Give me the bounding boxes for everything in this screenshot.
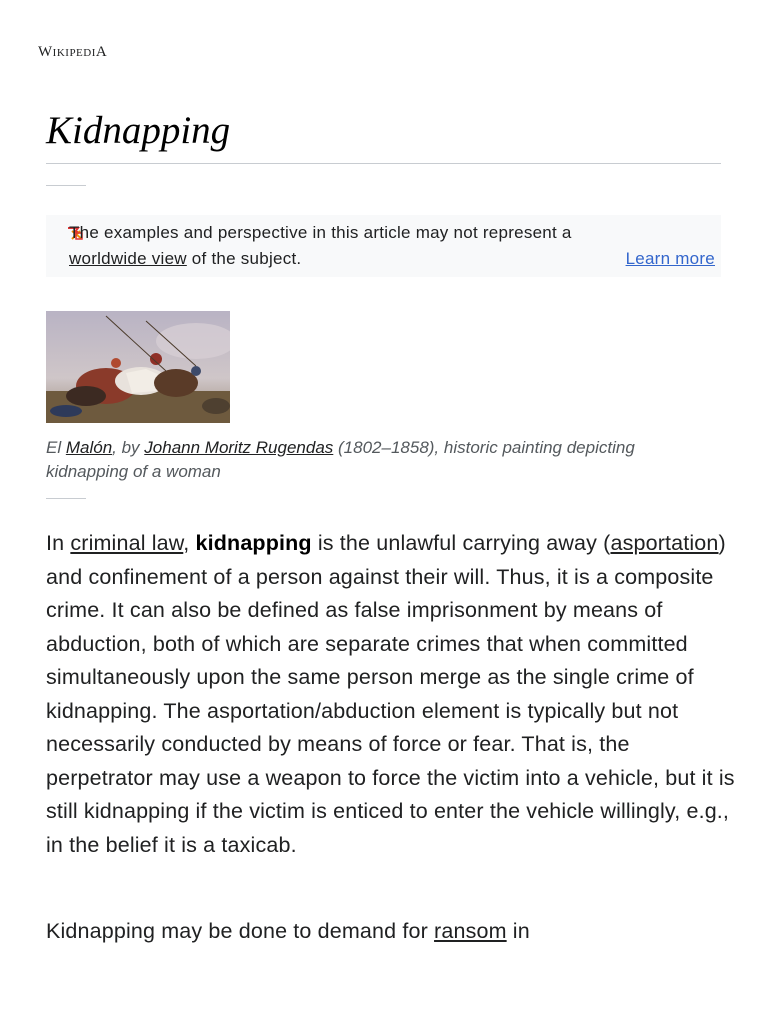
caption-prefix: El (46, 438, 66, 457)
text-run: ) and confinement of a person against their will. Thus, it is a composite crime. It can also be defined as false imprisonment by means of abduction, both of which are separate crimes that when committed simultaneously upon the same person merge as the single crime of kidnapping. The asportation/abduction element is typically but not necessarily conducted by means of force or fear. That is, the perpetrator may use a weapon to force the victim into a vehicle, but it is still kidnapping if the victim is enticed to enter the vehicle willingly, e.g., in the belief it is a taxicab. (46, 531, 735, 857)
logo-last-letter: A (95, 44, 108, 60)
section-divider (46, 185, 86, 186)
notice-text-rest: of the subject. (186, 249, 302, 268)
figure-caption (46, 436, 721, 484)
second-paragraph (46, 915, 736, 949)
lead-paragraph (46, 527, 736, 862)
text-run: , (183, 531, 196, 555)
figure-divider (46, 498, 86, 499)
worldwide-view-link[interactable]: worldwide view (69, 249, 187, 268)
bold-term: kidnapping (195, 531, 312, 555)
title-divider (46, 163, 721, 164)
wikipedia-wordmark[interactable] (38, 44, 107, 61)
el-malon-painting[interactable] (46, 311, 230, 423)
caption-suffix: (1802–1858), historic painting depicting kidnapping of a woman (46, 438, 635, 481)
text-run: is the unlawful carrying away ( (311, 531, 611, 555)
ransom-link[interactable]: ransom (434, 919, 507, 943)
notice-text-line2 (69, 249, 301, 269)
text-run: Kidnapping may be done to demand for (46, 919, 435, 943)
malon-link[interactable]: Malón (65, 438, 113, 457)
learn-more-link[interactable]: Learn more (625, 249, 715, 268)
text-run: in (506, 919, 530, 943)
ambox-notice[interactable] (46, 215, 721, 277)
logo-middle: IKIPEDI (52, 47, 96, 59)
rugendas-link[interactable]: Johann Moritz Rugendas (144, 438, 334, 457)
caption-mid: , by (112, 438, 145, 457)
notice-text: The examples and perspective in this article may not represent a (69, 223, 572, 242)
logo-first-letter: W (38, 44, 53, 60)
painting-image (46, 311, 230, 423)
criminal-law-link[interactable]: criminal law (70, 531, 184, 555)
page-title: Kidnapping (46, 109, 231, 152)
text-run: In (46, 531, 71, 555)
asportation-link[interactable]: asportation (610, 531, 719, 555)
